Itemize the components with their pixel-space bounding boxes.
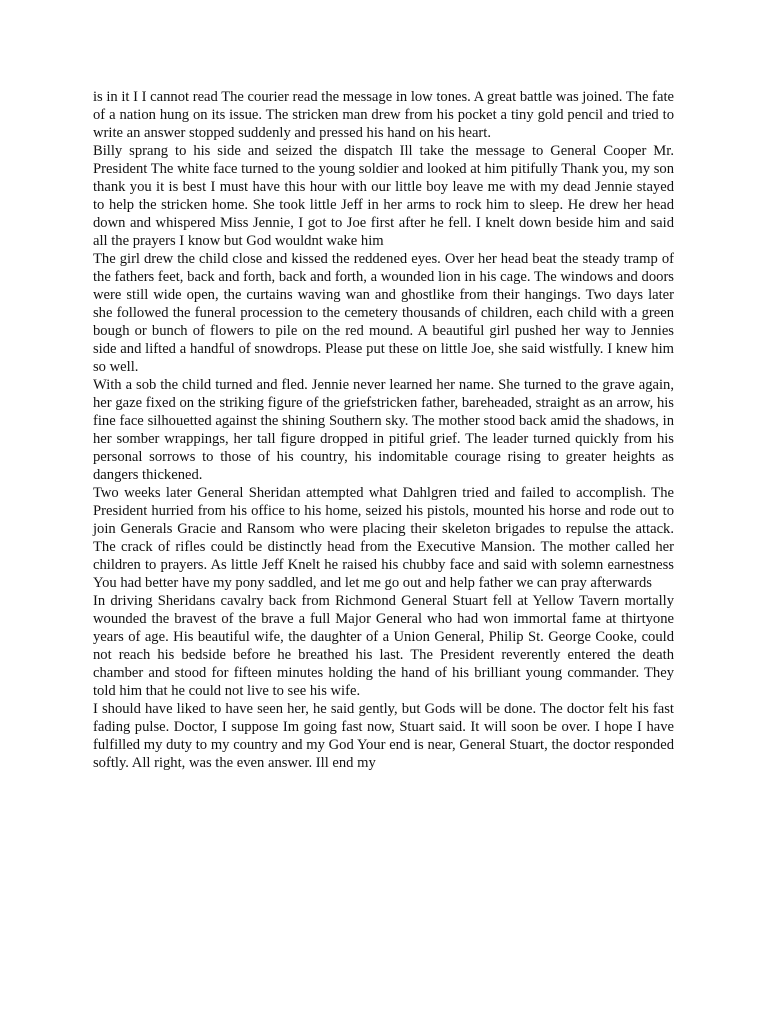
paragraph-3: The girl drew the child close and kissed the reddened eyes. Over her head beat the steady tramp of the fathers feet, back and forth, back and forth, a wounded lion in his cage. The windows and doors were still wide open, the curtains waving wan and ghostlike from their hangings. Two days later she followed the funeral procession to the cemetery thousands of children, each child with a green bough or bunch of flowers to pile on the red mound. A beautiful girl pushed her way to Jennies side and lifted a handful of snowdrops. Please put these on little Joe, she said wistfully. I knew him so well. xyxy=(93,251,674,375)
document-page xyxy=(93,88,674,772)
paragraph-2: Billy sprang to his side and seized the dispatch Ill take the message to General Cooper Mr. President The white face turned to the young soldier and looked at him pitifully Thank you, my son thank you it is best I must have this hour with our little boy leave me with my dead Jennie stayed to help the stricken home. She took little Jeff in her arms to rock him to sleep. He drew her head down and whispered Miss Jennie, I got to Joe first after he fell. I knelt down beside him and said all the prayers I know but God wouldnt wake him xyxy=(93,143,674,249)
paragraph-7: I should have liked to have seen her, he said gently, but Gods will be done. The doctor felt his fast fading pulse. Doctor, I suppose Im going fast now, Stuart said. It will soon be over. I hope I have fulfilled my duty to my country and my God Your end is near, General Stuart, the doctor responded softly. All right, was the even answer. Ill end my xyxy=(93,701,674,771)
paragraph-6: In driving Sheridans cavalry back from Richmond General Stuart fell at Yellow Tavern mortally wounded the bravest of the brave a full Major General who had won immortal fame at thirtyone years of age. His beautiful wife, the daughter of a Union General, Philip St. George Cooke, could not reach his bedside before he breathed his last. The President reverently entered the death chamber and stood for fifteen minutes holding the hand of his brilliant young commander. They told him that he could not live to see his wife. xyxy=(93,593,674,699)
paragraph-1: is in it I I cannot read The courier read the message in low tones. A great battle was joined. The fate of a nation hung on its issue. The stricken man drew from his pocket a tiny gold pencil and tried to write an answer stopped suddenly and pressed his hand on his heart. xyxy=(93,89,674,141)
paragraph-4: With a sob the child turned and fled. Jennie never learned her name. She turned to the grave again, her gaze fixed on the striking figure of the griefstricken father, bareheaded, straight as an arrow, his fine face silhouetted against the shining Southern sky. The mother stood back amid the shadows, in her somber wrappings, her tall figure dropped in pitiful grief. The leader turned quickly from his personal sorrows to those of his country, his indomitable courage rising to greater heights as dangers thickened. xyxy=(93,377,674,483)
paragraph-5: Two weeks later General Sheridan attempted what Dahlgren tried and failed to accomplish. The President hurried from his office to his home, seized his pistols, mounted his horse and rode out to join Generals Gracie and Ransom who were placing their skeleton brigades to repulse the attack. The crack of rifles could be distinctly head from the Executive Mansion. The mother called her children to prayers. As little Jeff Knelt he raised his chubby face and said with solemn earnestness You had better have my pony saddled, and let me go out and help father we can pray afterwards xyxy=(93,485,674,591)
